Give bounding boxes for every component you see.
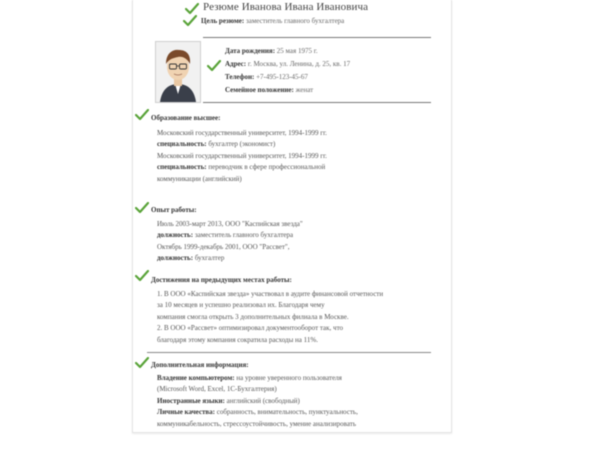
additional-line (157, 407, 358, 418)
resume-page (132, 0, 452, 433)
experience-line (157, 230, 303, 241)
address-row (225, 58, 350, 71)
additional-heading: Дополнительная информация: (151, 361, 249, 369)
birth-date-row (225, 45, 350, 58)
marital-status-value: женат (295, 86, 314, 94)
achievement-line: компания смогла открыть 3 дополнительных филиала в Москве. (157, 312, 349, 321)
additional-line (157, 396, 358, 407)
education-line (157, 139, 327, 150)
additional-line: (Microsoft Word, Excel, 1С-Бухгалтерия) (157, 385, 277, 394)
goal-row (201, 17, 344, 25)
marital-status-label: Семейное положение: (225, 86, 294, 94)
checkmark-icon (185, 3, 199, 15)
specialty-label: специальность: (157, 140, 207, 149)
position-label: должность: (157, 231, 194, 240)
avatar (155, 41, 201, 103)
position-value: бухгалтер (194, 254, 225, 263)
position-value: заместитель главного бухгалтера (194, 231, 294, 240)
goal-value: заместитель главного бухгалтера (245, 17, 345, 25)
goal-label: Цель резюме: (201, 17, 245, 25)
birth-date-value: 25 мая 1975 г. (276, 47, 318, 55)
resume-title: Резюме Иванова Ивана Ивановича (203, 1, 369, 13)
languages-label: Иностранные языки: (157, 396, 225, 405)
specialty-value: переводчик в сфере профессиональной (208, 163, 326, 172)
contact-block (225, 45, 350, 97)
birth-date-label: Дата рождения: (225, 47, 276, 55)
personal-qualities-value: собранность, внимательность, пунктуальность, (216, 408, 358, 417)
education-line (157, 162, 327, 173)
divider-line (147, 352, 431, 353)
achievement-line: благодаря этому компания сократила расходы на 11%. (157, 335, 318, 344)
achievements-block (157, 289, 383, 346)
additional-line (157, 373, 358, 384)
experience-heading: Опыт работы: (151, 206, 197, 214)
checkmark-icon (135, 109, 149, 121)
achievements-heading: Достижения на предыдущих местах работы: (151, 276, 292, 284)
computer-skills-value: на уровне уверенного пользователя (236, 374, 342, 382)
languages-value: английский (свободный) (226, 396, 300, 405)
additional-line: коммуникабельность, стрессоустойчивость, умение анализировать (157, 419, 357, 428)
checkmark-icon (135, 202, 149, 214)
computer-skills-label: Владение компьютером: (157, 374, 235, 382)
address-label: Адрес: (225, 60, 247, 68)
education-line: Московский государственный университет, 1994-1999 гг. (157, 151, 327, 160)
specialty-label: специальность: (157, 163, 207, 172)
phone-value: +7-495-123-45-67 (256, 73, 308, 81)
additional-block (157, 373, 358, 430)
experience-line: Октябрь 1999-декабрь 2001, ООО "Рассвет", (157, 242, 290, 251)
achievement-line: за 10 месяцев и успешно реализовал их. Благодаря чему (157, 301, 325, 310)
education-line: Московский государственный университет, 1994-1999 гг. (157, 129, 327, 137)
specialty-value: бухгалтер (экономист) (208, 140, 276, 149)
checkmark-icon (135, 270, 149, 282)
achievement-line: 1. В ООО «Каспийская звезда» участвовал в аудите финансовой отчетности (157, 290, 384, 298)
experience-block (157, 219, 303, 265)
experience-line (157, 253, 303, 264)
personal-qualities-label: Личные качества: (157, 408, 215, 417)
position-label: должность: (157, 254, 194, 263)
checkmark-icon (135, 357, 149, 369)
divider-line (203, 37, 431, 38)
phone-row (225, 71, 350, 84)
education-line: коммуникации (английский) (157, 174, 242, 183)
education-heading: Образование высшее: (151, 114, 221, 122)
divider-line (203, 102, 431, 103)
experience-line: Июль 2003-март 2013, ООО "Каспийская звезда" (157, 220, 303, 228)
marital-status-row (225, 84, 350, 97)
phone-label: Телефон: (225, 73, 255, 81)
checkmark-icon (183, 15, 197, 27)
achievement-line: 2. В ООО «Рассвет» оптимизировал документооборот так, что (157, 324, 344, 333)
checkmark-icon (207, 60, 221, 72)
education-block (157, 128, 327, 185)
address-value: г. Москва, ул. Ленина, д. 25, кв. 17 (247, 60, 351, 68)
